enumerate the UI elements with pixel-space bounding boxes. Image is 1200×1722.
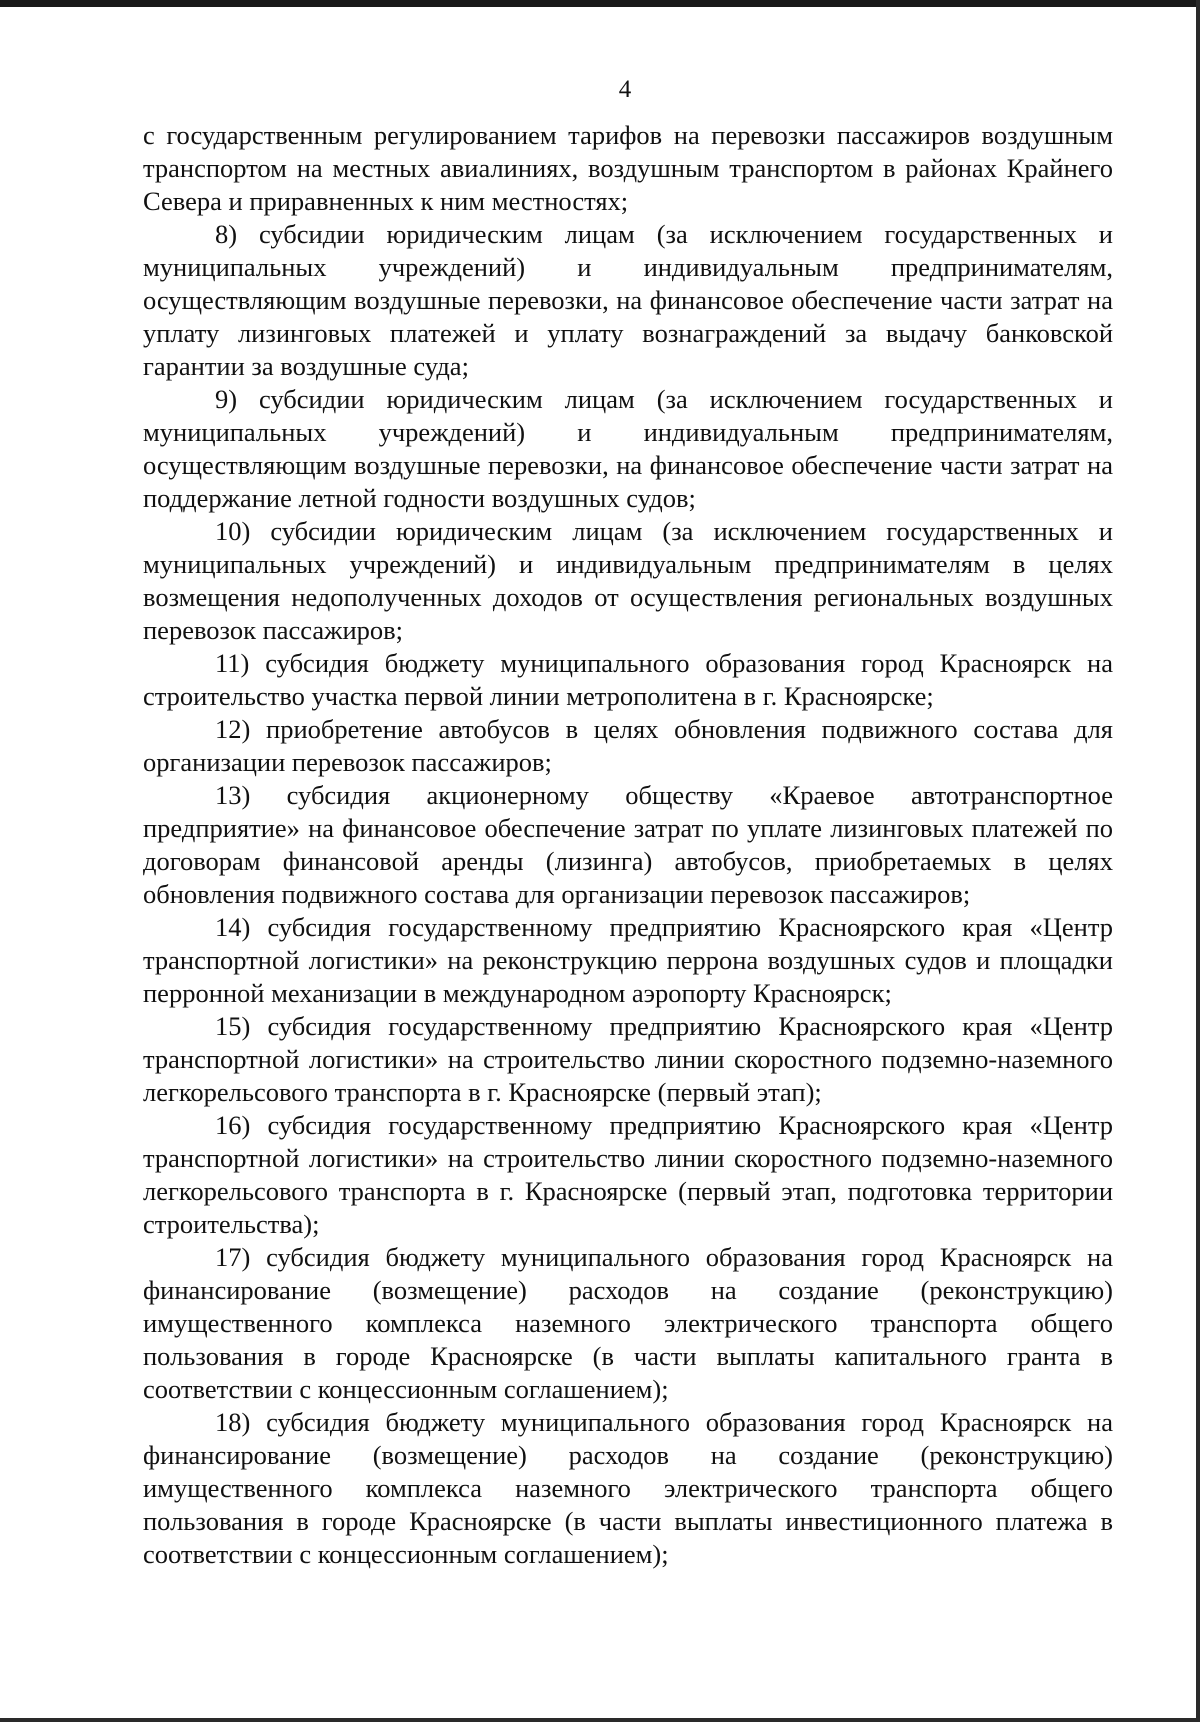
list-item-9: 9) субсидии юридическим лицам (за исключением государственных и муниципальных учреждений) и индивидуальным предпринимателям, осуществляющим воздушные перевозки, на финансовое обеспечение части затрат на поддержание летной годности воздушных судов; xyxy=(143,384,1113,513)
list-item-13: 13) субсидия акционерному обществу «Краевое автотранспортное предприятие» на финансовое обеспечение затрат по уплате лизинговых платежей по договорам финансовой аренды (лизинга) автобусов, приобретаемых в целях обновления подвижного состава для организации перевозок пассажиров; xyxy=(143,780,1113,909)
list-item-14: 14) субсидия государственному предприятию Красноярского края «Центр транспортной логистики» на реконструкцию перрона воздушных судов и площадки перронной механизации в международном аэропорту Красноярск; xyxy=(143,912,1113,1008)
scan-bottom-edge xyxy=(0,1718,1200,1722)
list-item-8: 8) субсидии юридическим лицам (за исключением государственных и муниципальных учреждений) и индивидуальным предпринимателям, осуществляющим воздушные перевозки, на финансовое обеспечение части затрат на уплату лизинговых платежей и уплату вознаграждений за выдачу банковской гарантии за воздушные суда; xyxy=(143,219,1113,381)
scan-right-edge xyxy=(1196,0,1200,1722)
list-item-16: 16) субсидия государственному предприятию Красноярского края «Центр транспортной логистики» на строительство линии скоростного подземно-наземного легкорельсового транспорта в г. Красноярске (первый этап, подготовка территории строительства); xyxy=(143,1110,1113,1239)
list-item-15: 15) субсидия государственному предприятию Красноярского края «Центр транспортной логистики» на строительство линии скоростного подземно-наземного легкорельсового транспорта в г. Красноярске (первый этап); xyxy=(143,1011,1113,1107)
list-item-17: 17) субсидия бюджету муниципального образования город Красноярск на финансирование (возмещение) расходов на создание (реконструкцию) имущественного комплекса наземного электрического транспорта общего пользования в городе Красноярске (в части выплаты капитального гранта в соответствии с концессионным соглашением); xyxy=(143,1242,1113,1404)
paragraph-continuation: с государственным регулированием тарифов на перевозки пассажиров воздушным транспортом на местных авиалиниях, воздушным транспортом в районах Крайнего Севера и приравненных к ним местностях; xyxy=(143,120,1113,216)
page-number: 4 xyxy=(618,76,632,103)
list-item-18: 18) субсидия бюджету муниципального образования город Красноярск на финансирование (возмещение) расходов на создание (реконструкцию) имущественного комплекса наземного электрического транспорта общего пользования в городе Красноярске (в части выплаты инвестиционного платежа в соответствии с концессионным соглашением); xyxy=(143,1407,1113,1569)
scan-top-edge xyxy=(0,0,1200,7)
list-item-12: 12) приобретение автобусов в целях обновления подвижного состава для организации перевозок пассажиров; xyxy=(143,714,1113,777)
list-item-11: 11) субсидия бюджету муниципального образования город Красноярск на строительство участка первой линии метрополитена в г. Красноярске; xyxy=(143,648,1113,711)
document-body xyxy=(143,119,1113,1571)
list-item-10: 10) субсидии юридическим лицам (за исключением государственных и муниципальных учреждений) и индивидуальным предпринимателям в целях возмещения недополученных доходов от осуществления региональных воздушных перевозок пассажиров; xyxy=(143,516,1113,645)
